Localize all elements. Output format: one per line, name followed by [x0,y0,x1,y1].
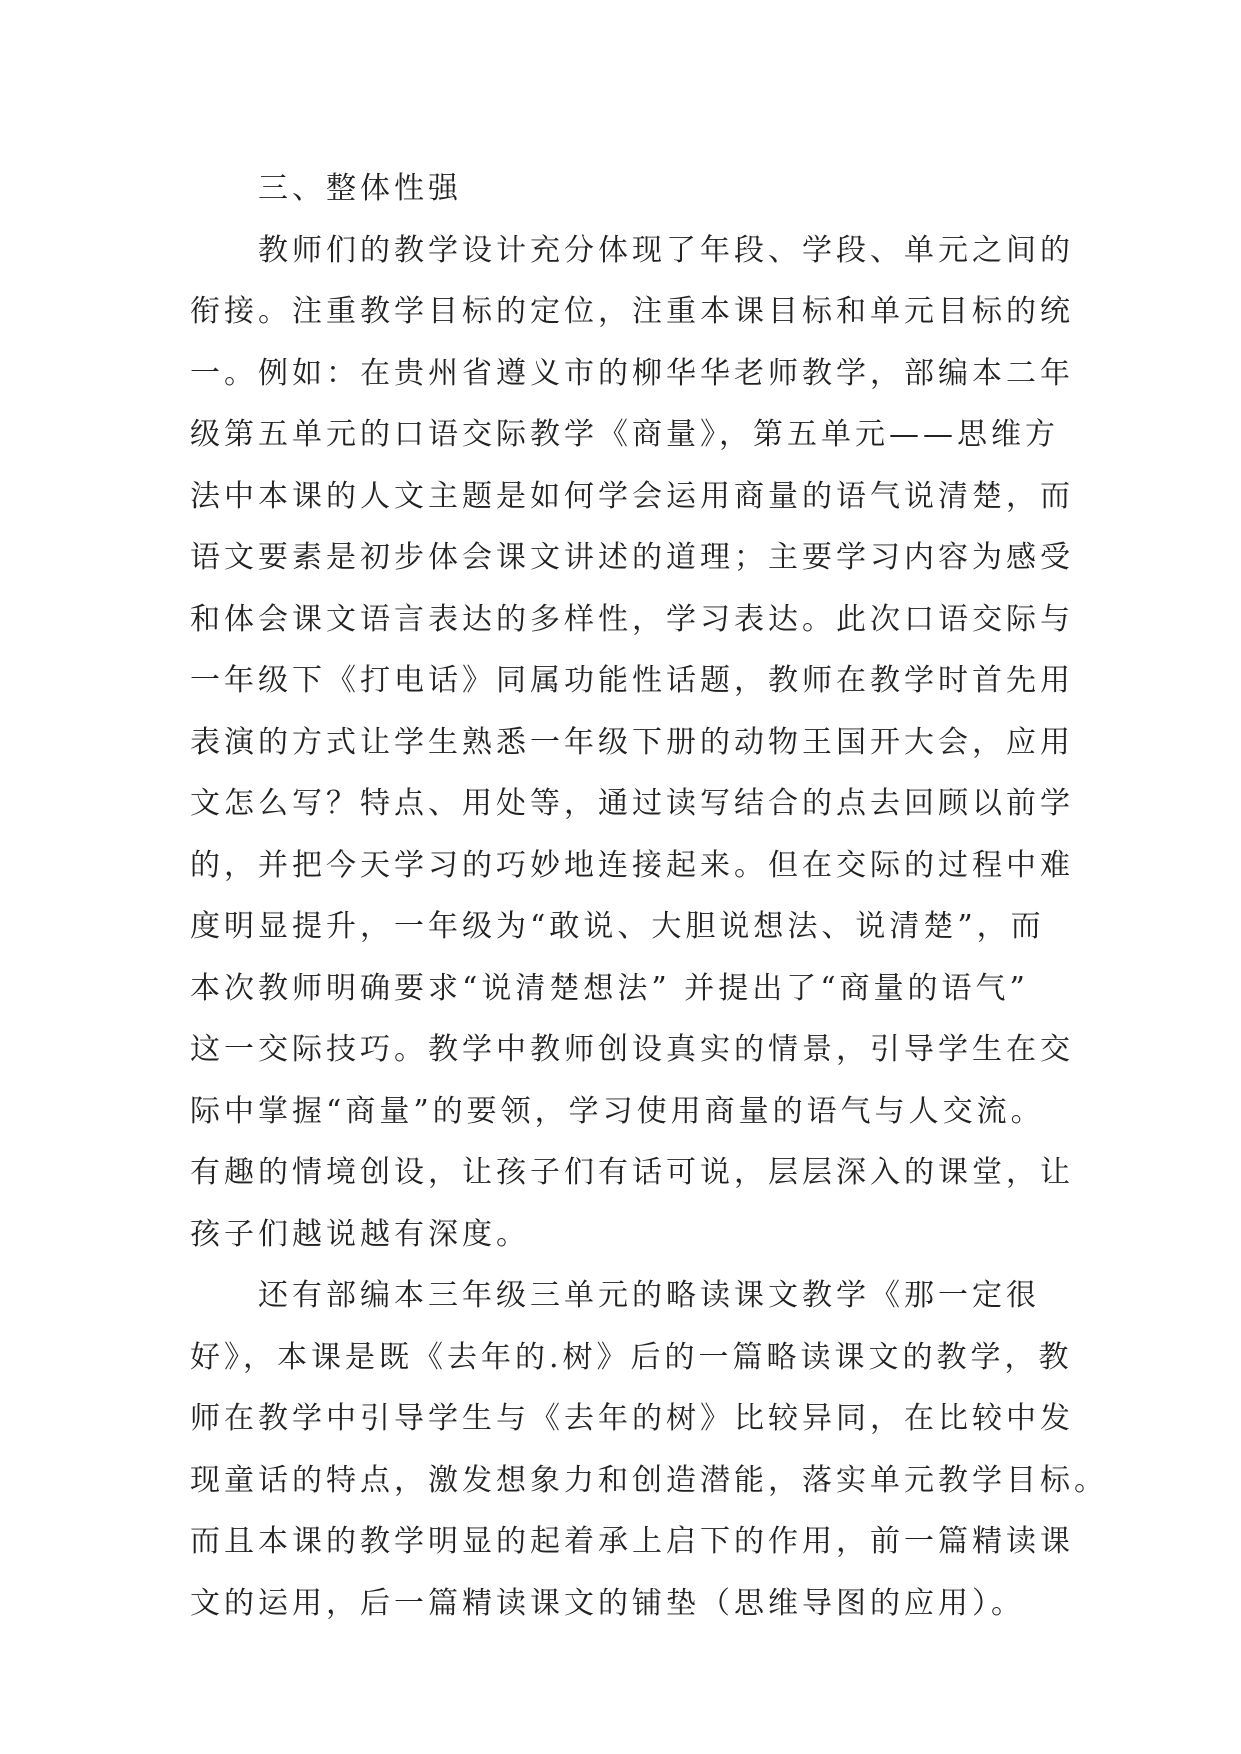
paragraph-line: 和体会课文语言表达的多样性，学习表达。此次口语交际与 [190,601,1074,637]
paragraph-line: 的，并把今天学习的巧妙地连接起来。但在交际的过程中难 [190,847,1074,883]
document-body [190,158,1108,1634]
paragraph-line: 文的运用，后一篇精读课文的铺垫（思维导图的应用）。 [190,1585,1025,1621]
paragraph-line: 师在教学中引导学生与《去年的树》比较异同，在比较中发 [190,1401,1074,1436]
paragraph-2 [190,1265,1108,1634]
section-heading: 三、整体性强 [258,171,462,206]
paragraph-line: 衔接。注重教学目标的定位，注重本课目标和单元目标的统 [190,294,1074,329]
paragraph-line: 表演的方式让学生熟悉一年级下册的动物王国开大会，应用 [190,724,1074,760]
paragraph-line: 度明显提升，一年级为“敢说、大胆说想法、说清楚”，而 [190,909,1045,944]
paragraph-line: 语文要素是初步体会课文讲述的道理；主要学习内容为感受 [190,540,1074,575]
paragraph-line: 孩子们越说越有深度。 [190,1216,530,1252]
paragraph-1 [190,220,1074,1266]
paragraph-line: 法中本课的人文主题是如何学会运用商量的语气说清楚，而 [190,478,1074,514]
paragraph-line: 一年级下《打电话》同属功能性话题，教师在教学时首先用 [190,663,1074,698]
paragraph-line: 好》，本课是既《去年的.树》后的一篇略读课文的教学，教 [190,1339,1073,1375]
paragraph-line: 级第五单元的口语交际教学《商量》，第五单元——思维方 [190,417,1059,452]
paragraph-line: 有趣的情境创设，让孩子们有话可说，层层深入的课堂，让 [190,1155,1074,1190]
paragraph-line: 而且本课的教学明显的起着承上启下的作用，前一篇精读课 [190,1524,1074,1559]
paragraph-line: 现童话的特点，激发想象力和创造潜能，落实单元教学目标。 [190,1462,1108,1498]
paragraph-line: 一。例如：在贵州省遵义市的柳华华老师教学，部编本二年 [190,355,1074,391]
paragraph-line: 本次教师明确要求“说清楚想法” 并提出了“商量的语气” [190,970,1029,1006]
paragraph-line: 教师们的教学设计充分体现了年段、学段、单元之间的 [258,232,1074,268]
paragraph-line: 文怎么写？特点、用处等，通过读写结合的点去回顾以前学 [190,786,1074,821]
paragraph-line: 还有部编本三年级三单元的略读课文教学《那一定很 [258,1278,1040,1313]
paragraph-line: 际中掌握“商量”的要领，学习使用商量的语气与人交流。 [190,1093,1045,1129]
paragraph-line: 这一交际技巧。教学中教师创设真实的情景，引导学生在交 [190,1032,1074,1067]
